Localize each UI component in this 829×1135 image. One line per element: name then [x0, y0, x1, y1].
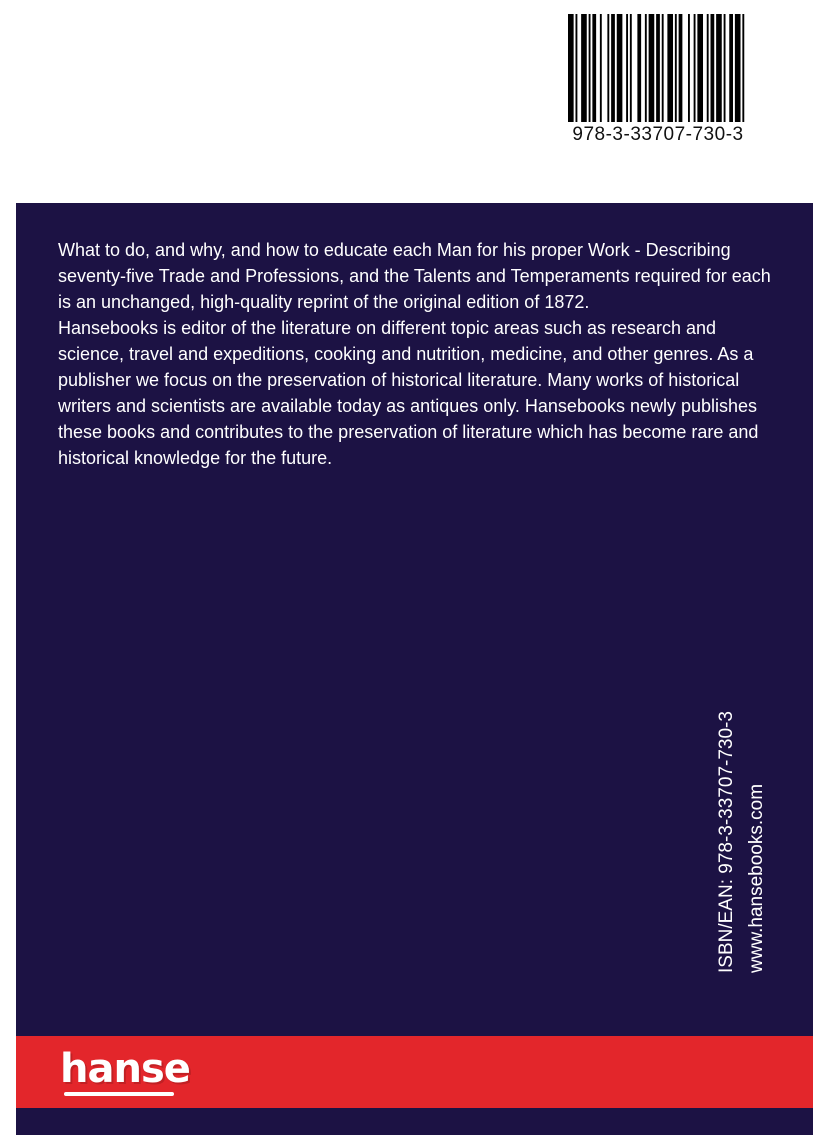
barcode-bar [626, 14, 628, 122]
barcode-bar [607, 14, 609, 122]
description-paragraph-2: Hansebooks is editor of the literature on different topic areas such as research and science, travel and expeditions, cooking and nutrition, medicine, and other genres. As a publisher we focus on the preservation of historical literature. Many works of historical writers and scientists are available today as antiques only. Hansebooks newly publishes these books and contributes to the preservation of literature which has become rare and historical knowledge for the future. [58, 318, 759, 468]
barcode-number: 978-3-33707-730-3 [572, 124, 744, 145]
barcode-bar [576, 14, 578, 122]
barcode-bar [611, 14, 615, 122]
barcode-bar [645, 14, 647, 122]
barcode-bar [697, 14, 703, 122]
vertical-info [712, 703, 782, 1003]
barcode-bar [600, 14, 602, 122]
barcode-bar [688, 14, 690, 122]
barcode-bar [617, 14, 623, 122]
barcode-bar [649, 14, 655, 122]
barcode-bar [656, 14, 660, 122]
barcode-bar [716, 14, 722, 122]
barcode-bar [662, 14, 664, 122]
barcode-bar [581, 14, 587, 122]
barcode-bar [675, 14, 677, 122]
website-text: www.hansebooks.com [746, 783, 767, 973]
barcode-bar [724, 14, 726, 122]
barcode-bar [667, 14, 673, 122]
barcode-bar [592, 14, 596, 122]
barcode-bar [711, 14, 715, 122]
isbn-ean-text: ISBN/EAN: 978-3-33707-730-3 [716, 711, 737, 973]
barcode-bar [568, 14, 574, 122]
description-paragraph-1: What to do, and why, and how to educate each Man for his proper Work - Describing seventy-five Trade and Professions, and the Talents and Temperaments required for each is an unchanged, high-quality reprint of the original edition of 1872. [58, 240, 771, 312]
barcode-bar [694, 14, 696, 122]
barcode-bar [742, 14, 744, 122]
back-cover-panel [16, 203, 813, 1135]
barcode-bar [679, 14, 683, 122]
book-description [58, 237, 778, 471]
barcode-bar [729, 14, 733, 122]
barcode-bar [630, 14, 632, 122]
logo-underline [64, 1092, 174, 1096]
publisher-band [16, 1036, 813, 1108]
barcode-bar [637, 14, 641, 122]
barcode-bar [735, 14, 741, 122]
barcode [566, 14, 750, 154]
barcode-bar [589, 14, 591, 122]
barcode-bar [707, 14, 709, 122]
barcode-bars [566, 14, 750, 124]
hanse-logo: hanse [60, 1046, 190, 1092]
